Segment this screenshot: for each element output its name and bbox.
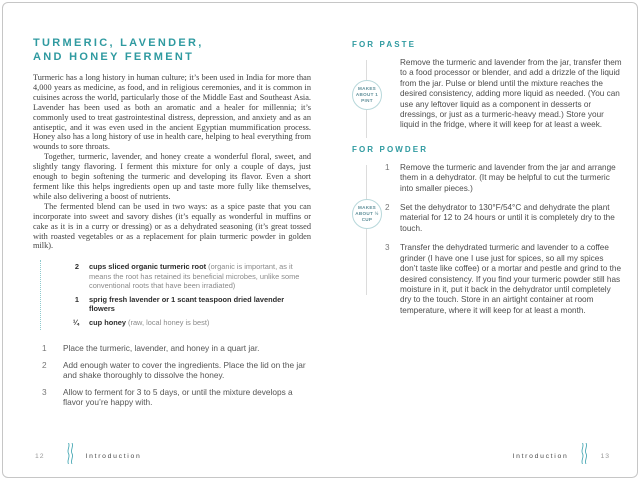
step-number: 2 bbox=[42, 359, 47, 370]
page-number: 13 bbox=[600, 452, 610, 460]
paste-heading: FOR PASTE bbox=[352, 40, 417, 49]
step-number: 3 bbox=[42, 387, 47, 398]
ingredient-name: cups sliced organic turmeric root bbox=[89, 262, 207, 272]
step-text: Allow to ferment for 3 to 5 days, or until the mixture develops a flavor you’re happy with. bbox=[63, 387, 293, 408]
wave-icon bbox=[580, 443, 588, 469]
ingredient-quantity: ¼ bbox=[72, 318, 79, 328]
recipe-title-line1: TURMERIC, LAVENDER, bbox=[33, 37, 204, 49]
ingredient-list bbox=[40, 260, 311, 329]
powder-section bbox=[352, 163, 623, 316]
section-label: Introduction bbox=[85, 452, 142, 460]
powder-heading: FOR POWDER bbox=[352, 144, 429, 154]
step-number: 1 bbox=[385, 162, 390, 172]
ferment-steps bbox=[33, 343, 311, 408]
yield-badge: MAKES ABOUT ½ CUP bbox=[352, 199, 382, 229]
yield-badge: MAKES ABOUT 1 PINT bbox=[352, 80, 382, 110]
intro-paragraph: The fermented blend can be used in two ways: as a spice paste that you can incorporate into sweet and savory dishes (it’s equally as wonderful in muffins or cake as it is in a curry or dressing) or as a dehydrated seasoning (it’s great tossed with roasted vegetables or as a replacement for plain turmeric powder in golden milk). bbox=[33, 201, 311, 251]
step-text: Remove the turmeric and lavender from the jar and arrange them in a dehydrator. (It may be helpful to cut the turmeric into smaller pieces.) bbox=[400, 162, 616, 193]
badge-stem-line bbox=[366, 165, 367, 295]
wave-icon bbox=[66, 443, 74, 469]
recipe-title bbox=[33, 36, 311, 64]
left-page bbox=[33, 36, 311, 408]
right-page-footer bbox=[513, 443, 610, 469]
ingredient-text bbox=[89, 262, 311, 290]
intro-paragraph: Turmeric has a long history in human culture; it’s been used in India for more than 4,000 years as medicine, as food, and in religious ceremonies, and it is common in cuisines across the world, particularly those of the Middle East and Southeast Asia. Lavender has been used as both an aromatic and a healer for millennia; it’s commonly used to treat gastrointestinal distress, depression, and anxiety and as an antiseptic, and it was even used in the ancient Egyptian mummification process. Honey also has a long history of use in health care, helping to heal everything from wounds to sore throats. bbox=[33, 73, 311, 152]
ingredient-name: cup honey bbox=[89, 318, 126, 328]
ingredient-text bbox=[89, 318, 311, 327]
recipe-title-line2: AND HONEY FERMENT bbox=[33, 51, 195, 63]
paste-section bbox=[352, 58, 623, 131]
step-text: Add enough water to cover the ingredients. Place the lid on the jar and shake thoroughly to dissolve the honey. bbox=[63, 359, 306, 380]
intro-paragraph: Together, turmeric, lavender, and honey create a wonderful floral, sweet, and slightly tangy flavoring. I ferment this mixture for only a couple of days, just enough to begin softening the turmeric and developing its flavor. Even a short ferment like this helps ingredients open up and taste more fully like themselves, while also delivering a boost of nutrients. bbox=[33, 152, 311, 201]
left-page-footer bbox=[35, 443, 141, 469]
ingredient-note: (organic is important, as it means the root has retained its beneficial microbes, unlike some conventional roots that have been irradiated) bbox=[89, 262, 300, 290]
ingredient-text bbox=[89, 295, 311, 313]
intro-paragraphs bbox=[33, 73, 311, 251]
section-label: Introduction bbox=[512, 452, 569, 460]
ingredient-quantity: 2 bbox=[74, 262, 79, 272]
step-text: Transfer the dehydrated turmeric and lavender to a coffee grinder (I have one I use just for spices, so all my spices don’t taste like coffee) or a mortar and pestle and grind to the desired consistency. If you find your turmeric powder still has moisture in it, put it back in the dehydrator until completely dry to the touch. Store in an airtight container at room temperature, where it will keep for at least a month. bbox=[400, 243, 622, 315]
ingredient-quantity: 1 bbox=[74, 294, 79, 304]
step-text: Place the turmeric, lavender, and honey in a quart jar. bbox=[63, 342, 260, 353]
paste-instructions: Remove the turmeric and lavender from the jar, transfer them to a food processor or blender, and add a drizzle of the liquid from the jar. Pulse or blend until the mixture reaches the desired consistency, adding more liquid as needed. (You can use any leftover liquid as a component in desserts or dressings, or just as a turmeric-heavy mead.) Store your liquid in the fridge, where it will keep for at least a week. bbox=[400, 58, 622, 130]
right-page bbox=[352, 40, 623, 330]
step-number: 1 bbox=[42, 342, 47, 353]
ingredient-name: sprig fresh lavender or 1 scant teaspoon dried lavender flowers bbox=[89, 294, 285, 314]
page-number: 12 bbox=[35, 452, 45, 460]
step-number: 3 bbox=[385, 243, 390, 253]
step-number: 2 bbox=[385, 203, 390, 213]
step-text: Set the dehydrator to 130°F/54°C and dehydrate the plant material for 12 to 24 hours or until it is completely dry to the touch. bbox=[400, 203, 615, 233]
ingredient-note: (raw, local honey is best) bbox=[125, 318, 210, 328]
powder-steps bbox=[385, 163, 623, 316]
